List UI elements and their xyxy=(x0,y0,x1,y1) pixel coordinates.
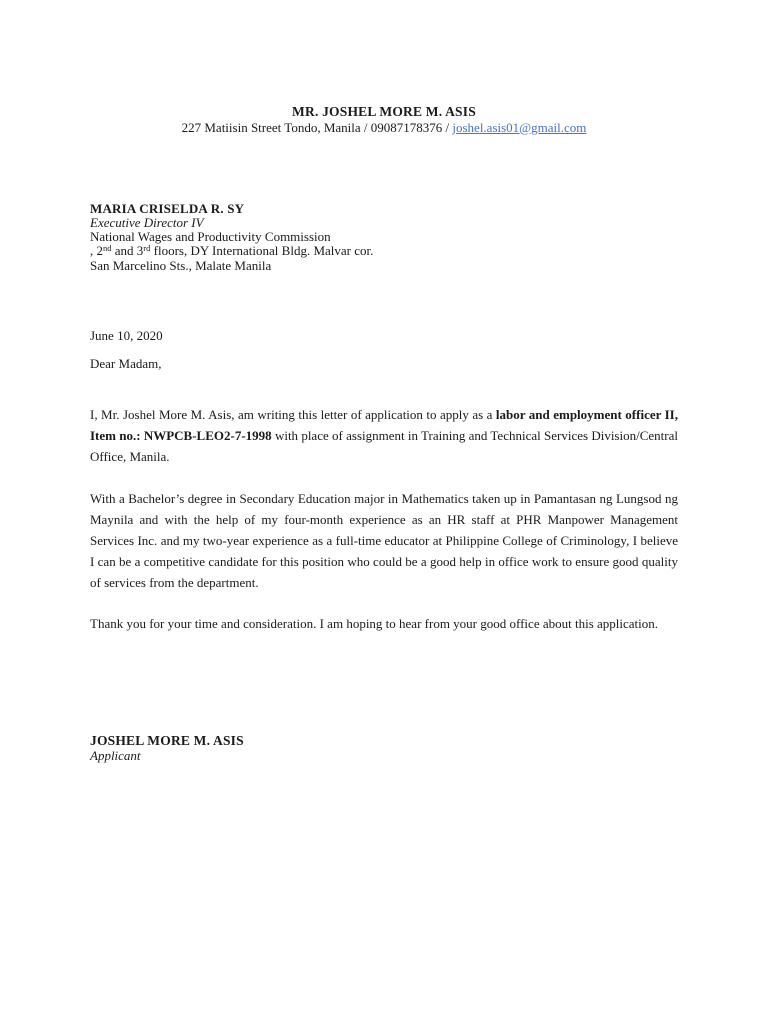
recipient-address-line-2: San Marcelino Sts., Malate Manila xyxy=(90,258,272,273)
recipient-title: Executive Director IV xyxy=(90,215,204,230)
salutation: Dear Madam, xyxy=(90,356,162,371)
sender-name: MR. JOSHEL MORE M. ASIS xyxy=(292,104,476,119)
body-paragraph-3: Thank you for your time and consideration. I am hoping to hear from your good office about this application. xyxy=(90,616,659,631)
para1-text-after-bold: with place of assignment in Training and Technical Services Division/Central Office, Manila. xyxy=(90,428,678,464)
address1-ordinal-rd: rd xyxy=(143,243,151,253)
para1-bold-position-text: labor and employment officer II, Item no.: NWPCB-LEO2-7-1998 xyxy=(90,407,678,443)
signature-name: JOSHEL MORE M. ASIS xyxy=(90,733,244,748)
address1-part1: , 2 xyxy=(90,243,103,258)
body-paragraph-2: With a Bachelor’s degree in Secondary Education major in Mathematics taken up in Pamantasan ng Lungsod ng Maynila and with the help of my four-month experience as an HR staff at PHR Manpower Management Services Inc. and my two-year experience as a full-time educator at Philippine College of Criminology, I believe I can be a competitive candidate for this position who could be a good help in office work to ensure good quality of services from the department. xyxy=(90,491,678,590)
signature-block xyxy=(90,734,678,763)
sender-contact-text: 227 Matiisin Street Tondo, Manila / 09087178376 / xyxy=(181,119,453,135)
address1-part3: floors, DY International Bldg. Malvar cor. xyxy=(150,243,374,258)
recipient-block xyxy=(90,202,678,273)
recipient-organization: National Wages and Productivity Commission xyxy=(90,229,331,244)
recipient-address-line-1 xyxy=(90,244,678,259)
email-link[interactable]: joshel.asis01@gmail.com xyxy=(452,119,587,135)
sender-contact-line xyxy=(90,120,678,136)
address1-part2: and 3 xyxy=(111,243,144,258)
letter-header xyxy=(90,104,678,135)
body-paragraph-1 xyxy=(90,404,678,467)
letter-date: June 10, 2020 xyxy=(90,328,163,343)
address1-ordinal-nd: nd xyxy=(103,243,112,253)
signature-title: Applicant xyxy=(90,747,141,763)
recipient-name: MARIA CRISELDA R. SY xyxy=(90,201,245,216)
para1-text-before-bold: I, Mr. Joshel More M. Asis, am writing this letter of application to apply as a xyxy=(90,407,496,422)
